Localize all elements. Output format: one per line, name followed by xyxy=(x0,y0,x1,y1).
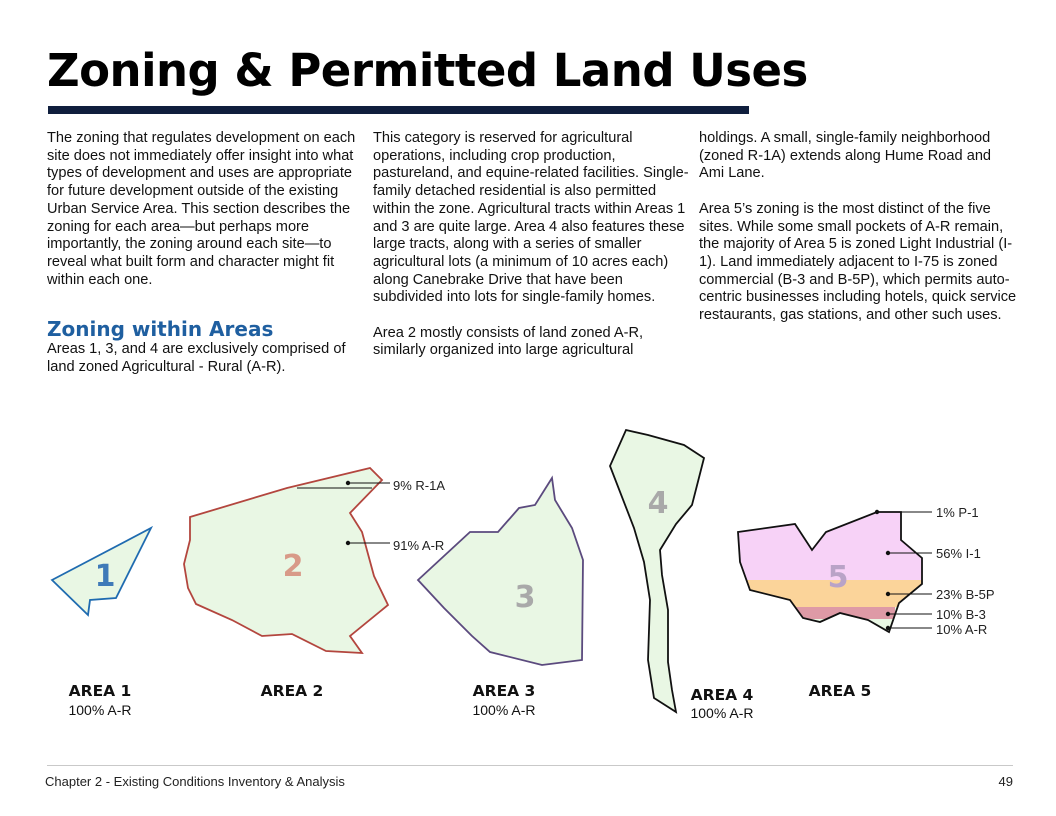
area-2-number: 2 xyxy=(282,549,304,584)
area-3-parcel xyxy=(418,478,583,665)
body-paragraph: The zoning that regulates development on each site does not immediately offer insight into what types of development and uses are appropriate for future development outside of the existing Urban Service Area. This section describes the zoning for each area—but perhaps more importantly, the zoning around each site—to reveal what built form and character might fit within each one. xyxy=(47,130,356,288)
callout-label: 10% B-3 xyxy=(936,607,986,622)
body-paragraph: Areas 1, 3, and 4 are exclusively comprised of land zoned Agricultural - Rural (A-R). xyxy=(47,341,346,376)
area-3-number: 3 xyxy=(514,580,536,615)
area-5-label: AREA 5 xyxy=(808,682,872,700)
area-4-parcel xyxy=(610,430,704,712)
callout-label: 9% R-1A xyxy=(393,478,446,493)
callout-label: 23% B-5P xyxy=(936,587,995,602)
body-paragraph: This category is reserved for agricultural operations, including crop production, pastureland, and equine-related facilities. Single-family detached residential is also permitted within the zone. Agricultural tracts within Areas 1 and 3 are quite large. Area 4 also features these large tracts, along with a series of smaller agricultural lots (a minimum of 10 acres each) along Canebrake Drive that have been subdivided into lots for single-family homes. xyxy=(373,130,689,306)
area-3-label: AREA 3 xyxy=(472,682,536,700)
callout-label: 10% A-R xyxy=(936,622,988,637)
area-2-label: AREA 2 xyxy=(260,682,324,700)
body-paragraph: Area 5’s zoning is the most distinct of the five sites. While some small pockets of A-R remain, the majority of Area 5 is zoned Light Industrial (I-1). Land immediately adjacent to I-75 is zoned commercial (B-3 and B-5P), which permits auto-centric businesses including hotels, quick service restaurants, gas stations, and other such uses. xyxy=(699,200,1017,324)
footer-divider xyxy=(47,765,1013,766)
area-4-zoning: 100% A-R xyxy=(690,705,754,721)
page-title: Zoning & Permitted Land Uses xyxy=(47,44,808,97)
footer-chapter: Chapter 2 - Existing Conditions Inventory & Analysis xyxy=(45,774,345,789)
callout-label: 1% P-1 xyxy=(936,505,979,520)
area-4-label: AREA 4 xyxy=(690,686,754,704)
area-4-number: 4 xyxy=(647,486,669,521)
callout-label: 56% I-1 xyxy=(936,546,981,561)
area-1-zoning: 100% A-R xyxy=(68,702,132,718)
body-paragraph: Area 2 mostly consists of land zoned A-R, similarly organized into large agricultural xyxy=(373,324,644,359)
body-paragraph: holdings. A small, single-family neighborhood (zoned R-1A) extends along Hume Road and Ami Lane. xyxy=(699,130,992,182)
area-5-number: 5 xyxy=(827,560,849,595)
area-1-number: 1 xyxy=(94,559,116,594)
area-1-label: AREA 1 xyxy=(68,682,132,700)
page-number: 49 xyxy=(998,774,1013,789)
section-subheading: Zoning within Areas xyxy=(47,317,274,342)
callout-label: 91% A-R xyxy=(393,538,445,553)
area-3-zoning: 100% A-R xyxy=(472,702,536,718)
